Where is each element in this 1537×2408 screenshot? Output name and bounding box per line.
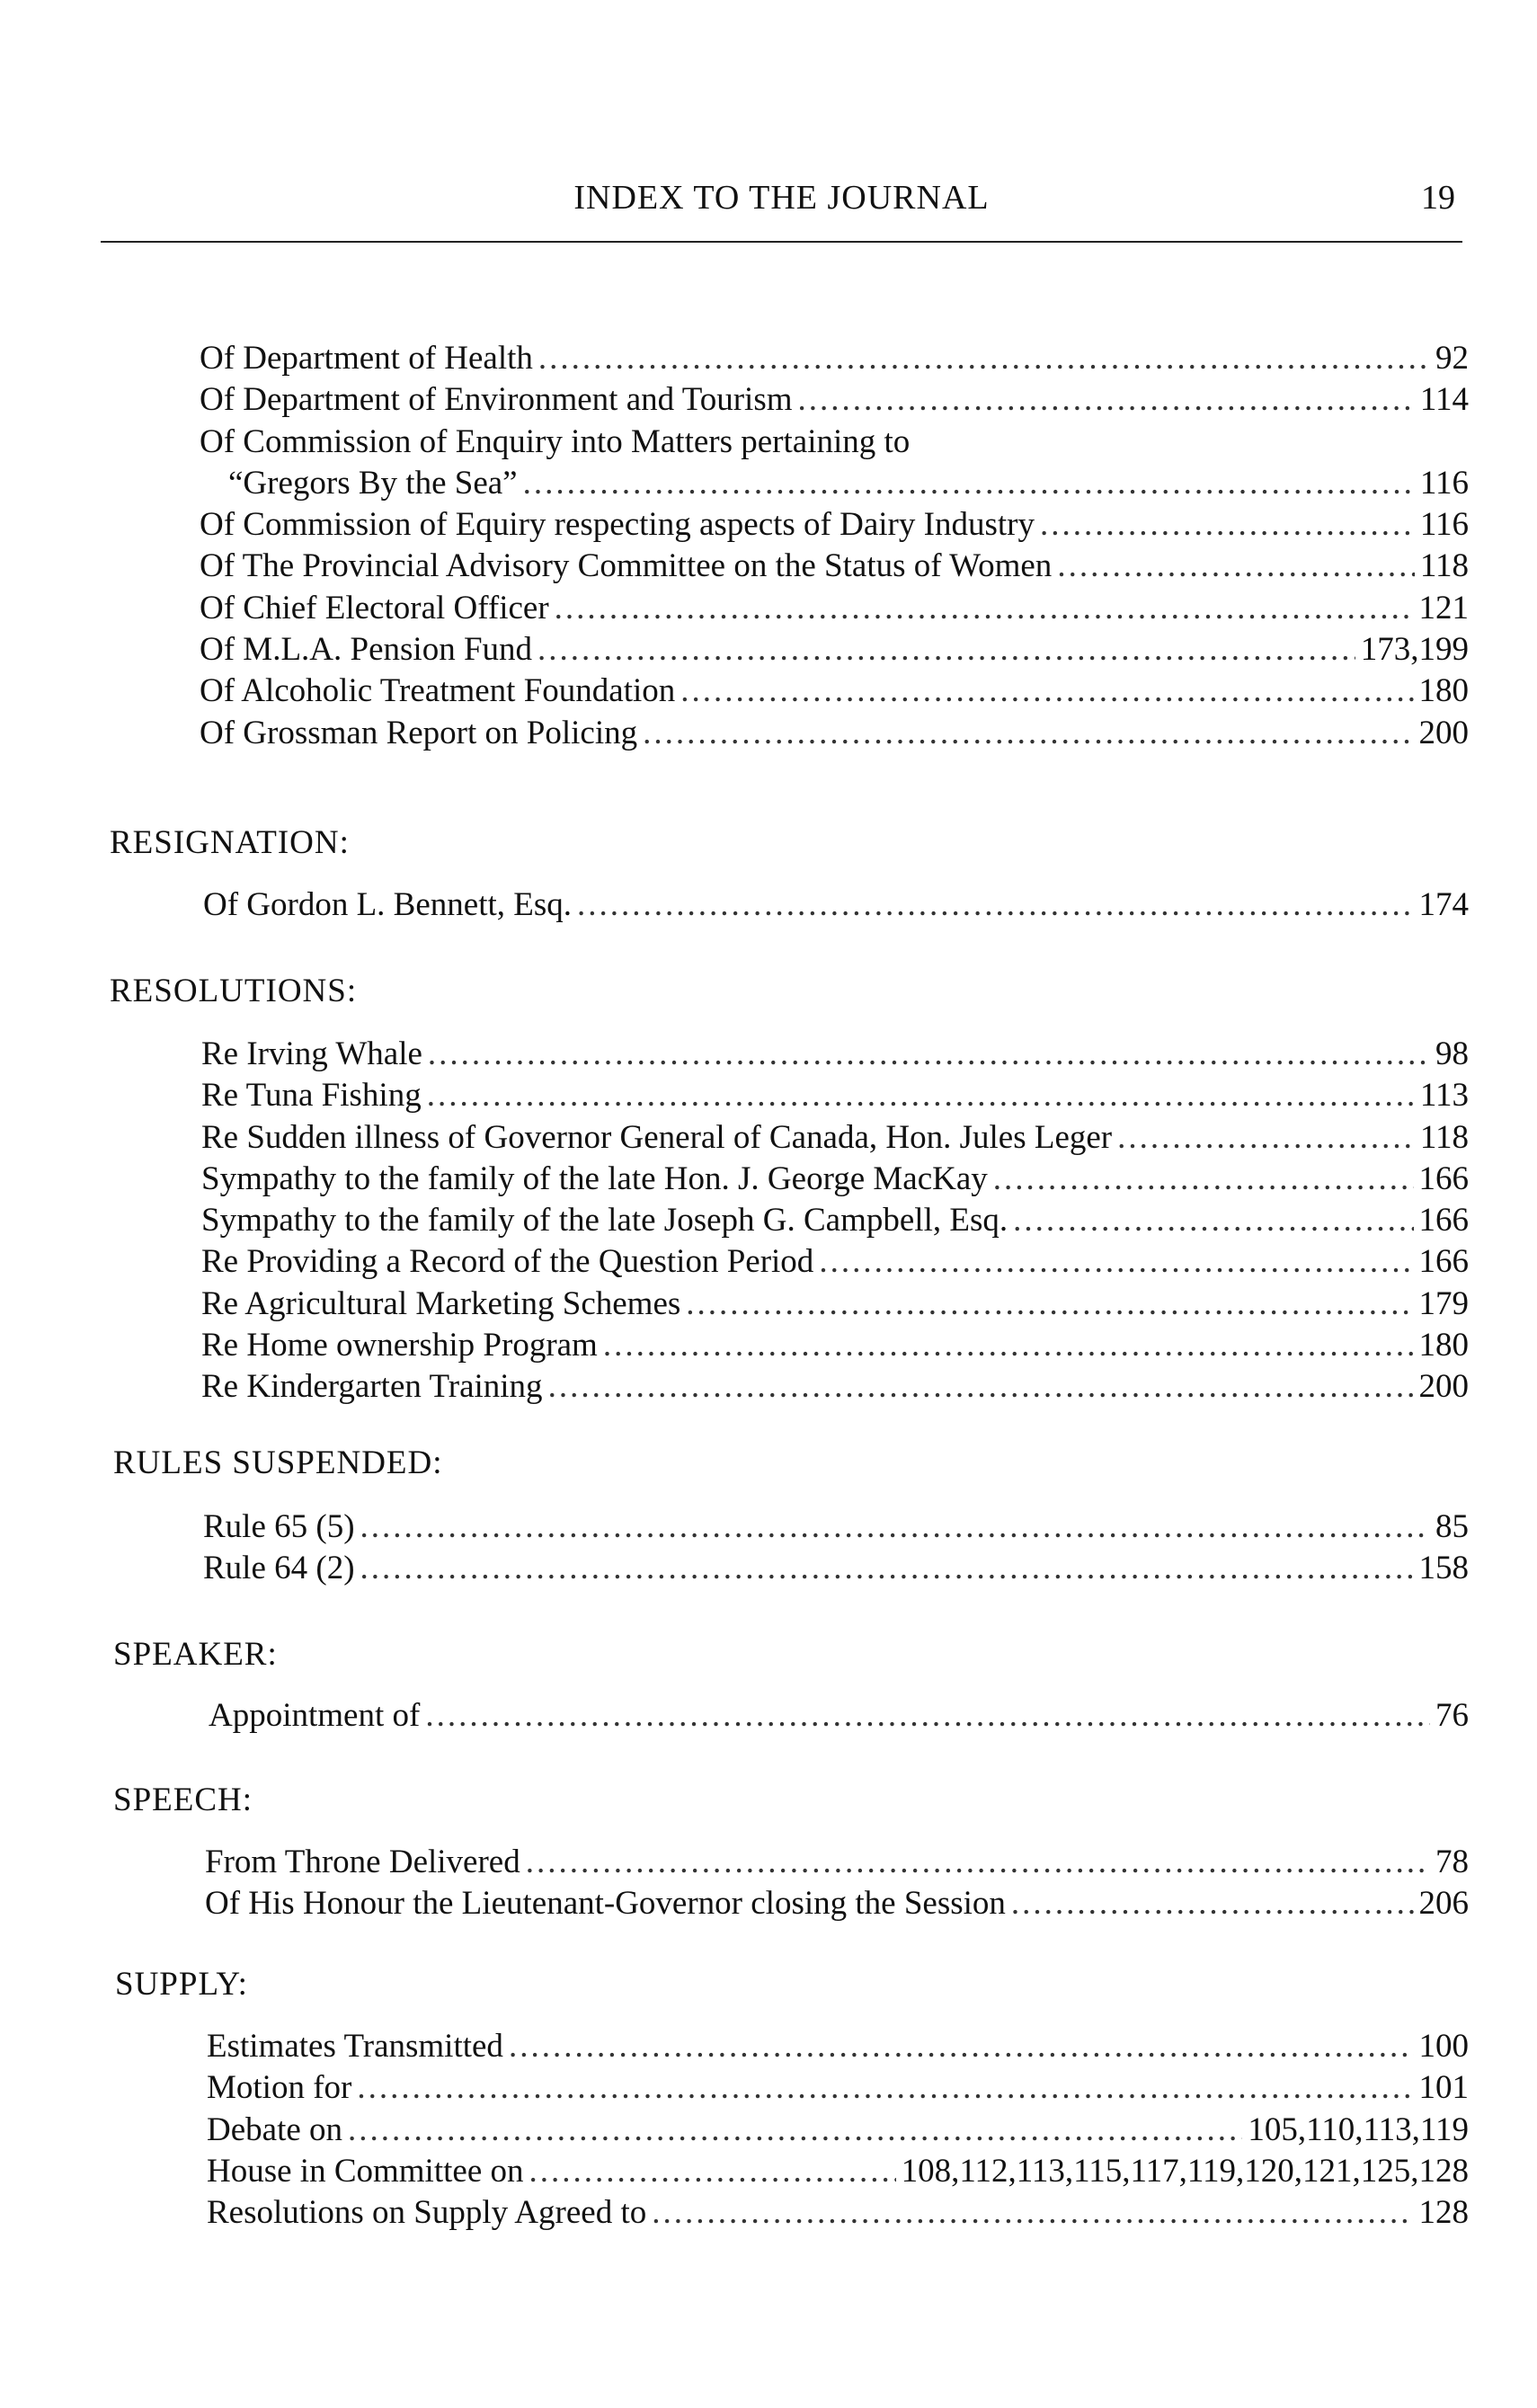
index-entry: Of Department of Health ..... 92 — [200, 338, 1469, 379]
index-entry: Re Sudden illness of Governor General of Canada, Hon. Jules Leger ..... 118 — [201, 1117, 1469, 1159]
index-entry: Of Commission of Equiry respecting aspects of Dairy Industry ..... 116 — [200, 504, 1469, 546]
index-entry: Motion for ..... 101 — [207, 2067, 1469, 2109]
index-entry: Sympathy to the family of the late Hon. J. George MacKay ..... 166 — [201, 1159, 1469, 1200]
page-header — [101, 171, 1462, 243]
index-entry: Of Chief Electoral Officer ..... 121 — [200, 588, 1469, 629]
section-heading-speech: SPEECH: — [113, 1782, 253, 1818]
index-entry: Of M.L.A. Pension Fund ..... 173,199 — [200, 629, 1469, 671]
index-entry: Rule 64 (2) ..... 158 — [203, 1548, 1469, 1589]
index-entry: Of Commission of Enquiry into Matters pertaining to — [200, 422, 911, 460]
section-heading-resignation: RESIGNATION: — [110, 824, 350, 861]
index-entry: Rule 65 (5) ..... 85 — [203, 1506, 1469, 1548]
speech-entries — [205, 1842, 1469, 1925]
index-entry: Debate on ..... 105,110,113,119 — [207, 2110, 1469, 2151]
index-entry: Re Kindergarten Training ..... 200 — [201, 1366, 1469, 1408]
index-entry: Re Home ownership Program ..... 180 — [201, 1325, 1469, 1366]
index-entry: Sympathy to the family of the late Joseph G. Campbell, Esq. ..... 166 — [201, 1200, 1469, 1241]
resolutions-entries — [201, 1034, 1469, 1408]
resignation-entries — [203, 884, 1469, 926]
index-entry: Re Agricultural Marketing Schemes ..... 179 — [201, 1284, 1469, 1325]
reports-entries — [200, 338, 1469, 754]
index-entry: House in Committee on ..... 108,112,113,115,117,119,120,121,125,128 — [207, 2151, 1469, 2192]
page-number: 19 — [1421, 179, 1455, 217]
section-heading-supply: SUPPLY: — [115, 1966, 248, 2003]
header-rule — [101, 241, 1462, 243]
supply-entries — [207, 2026, 1469, 2234]
index-entry: Of Gordon L. Bennett, Esq. ..... 174 — [203, 884, 1469, 926]
index-entry: Of His Honour the Lieutenant-Governor closing the Session ..... 206 — [205, 1883, 1469, 1924]
index-entry: Of Department of Environment and Tourism ..... 114 — [200, 379, 1469, 421]
index-entry: Re Providing a Record of the Question Period ..... 166 — [201, 1241, 1469, 1283]
running-title: INDEX TO THE JOURNAL — [573, 179, 990, 217]
speaker-entries — [209, 1695, 1469, 1737]
index-entry: Of Alcoholic Treatment Foundation ..... 180 — [200, 671, 1469, 712]
section-heading-resolutions: RESOLUTIONS: — [110, 973, 358, 1009]
index-entry: From Throne Delivered ..... 78 — [205, 1842, 1469, 1883]
index-entry: Of Grossman Report on Policing ..... 200 — [200, 713, 1469, 754]
index-entry: Re Tuna Fishing ..... 113 — [201, 1075, 1469, 1116]
index-entry: Re Irving Whale ..... 98 — [201, 1034, 1469, 1075]
index-entry: Of The Provincial Advisory Committee on the Status of Women ..... 118 — [200, 546, 1469, 587]
section-heading-rules-suspended: RULES SUSPENDED: — [113, 1444, 443, 1481]
rules-suspended-entries — [203, 1506, 1469, 1590]
index-entry: Resolutions on Supply Agreed to ..... 128 — [207, 2192, 1469, 2234]
section-heading-speaker: SPEAKER: — [113, 1636, 278, 1673]
index-entry: Estimates Transmitted ..... 100 — [207, 2026, 1469, 2067]
index-entry: “Gregors By the Sea” ..... 116 — [200, 463, 1469, 504]
index-entry: Appointment of ..... 76 — [209, 1695, 1469, 1737]
